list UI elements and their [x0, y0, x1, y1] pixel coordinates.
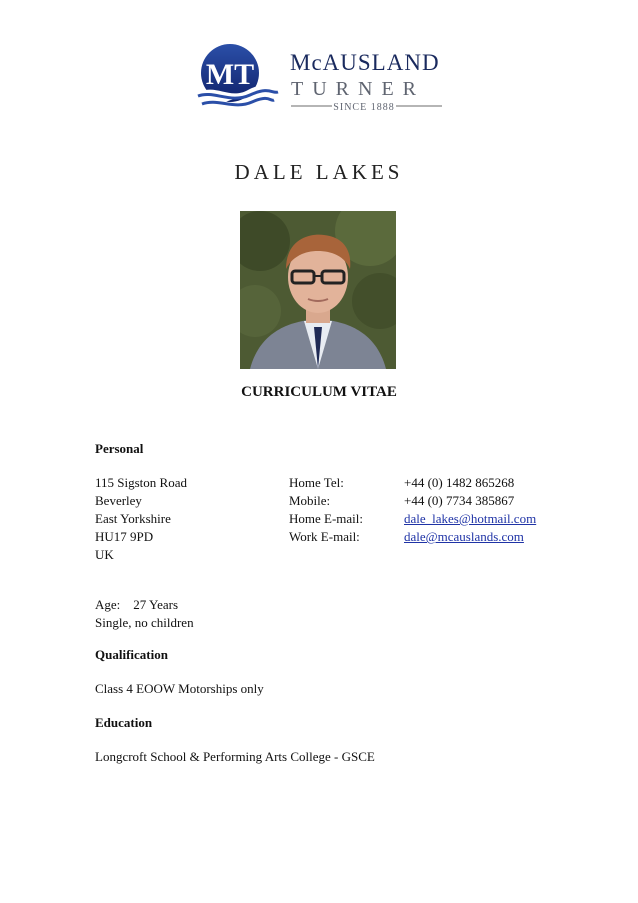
- address-line: 115 Sigston Road: [95, 475, 187, 490]
- logo-tagline: SINCE 1888: [333, 102, 395, 113]
- age-value: 27 Years: [133, 597, 179, 612]
- logo-brand-line1: McAUSLAND: [290, 50, 440, 75]
- qualification-heading: Qualification: [95, 647, 168, 662]
- home-tel-value: +44 (0) 1482 865268: [404, 475, 515, 490]
- home-email-link[interactable]: dale_lakes@hotmail.com: [404, 511, 537, 526]
- address-line: HU17 9PD: [95, 529, 154, 544]
- qualification-text: Class 4 EOOW Motorships only: [95, 681, 264, 696]
- address-line: Beverley: [95, 493, 142, 508]
- address-line: East Yorkshire: [95, 511, 171, 526]
- home-tel-label: Home Tel:: [289, 475, 344, 490]
- logo-monogram: MT: [205, 58, 255, 91]
- company-logo: [196, 40, 446, 115]
- logo-brand-line2: TURNER: [291, 78, 425, 100]
- work-email-link[interactable]: dale@mcauslands.com: [404, 529, 524, 544]
- personal-heading: Personal: [95, 441, 144, 456]
- age-row: [95, 596, 178, 613]
- candidate-name: DALE LAKES: [234, 160, 404, 184]
- marital-status: Single, no children: [95, 615, 194, 630]
- address-line: UK: [95, 547, 114, 562]
- work-email-label: Work E-mail:: [289, 529, 360, 544]
- document-title: CURRICULUM VITAE: [241, 384, 397, 400]
- mobile-label: Mobile:: [289, 493, 331, 508]
- education-heading: Education: [95, 715, 153, 730]
- profile-photo: [240, 211, 396, 369]
- home-email-label: Home E-mail:: [289, 511, 364, 526]
- mobile-value: +44 (0) 7734 385867: [404, 493, 515, 508]
- age-label: Age:: [95, 597, 121, 612]
- education-text: Longcroft School & Performing Arts College - GSCE: [95, 749, 375, 764]
